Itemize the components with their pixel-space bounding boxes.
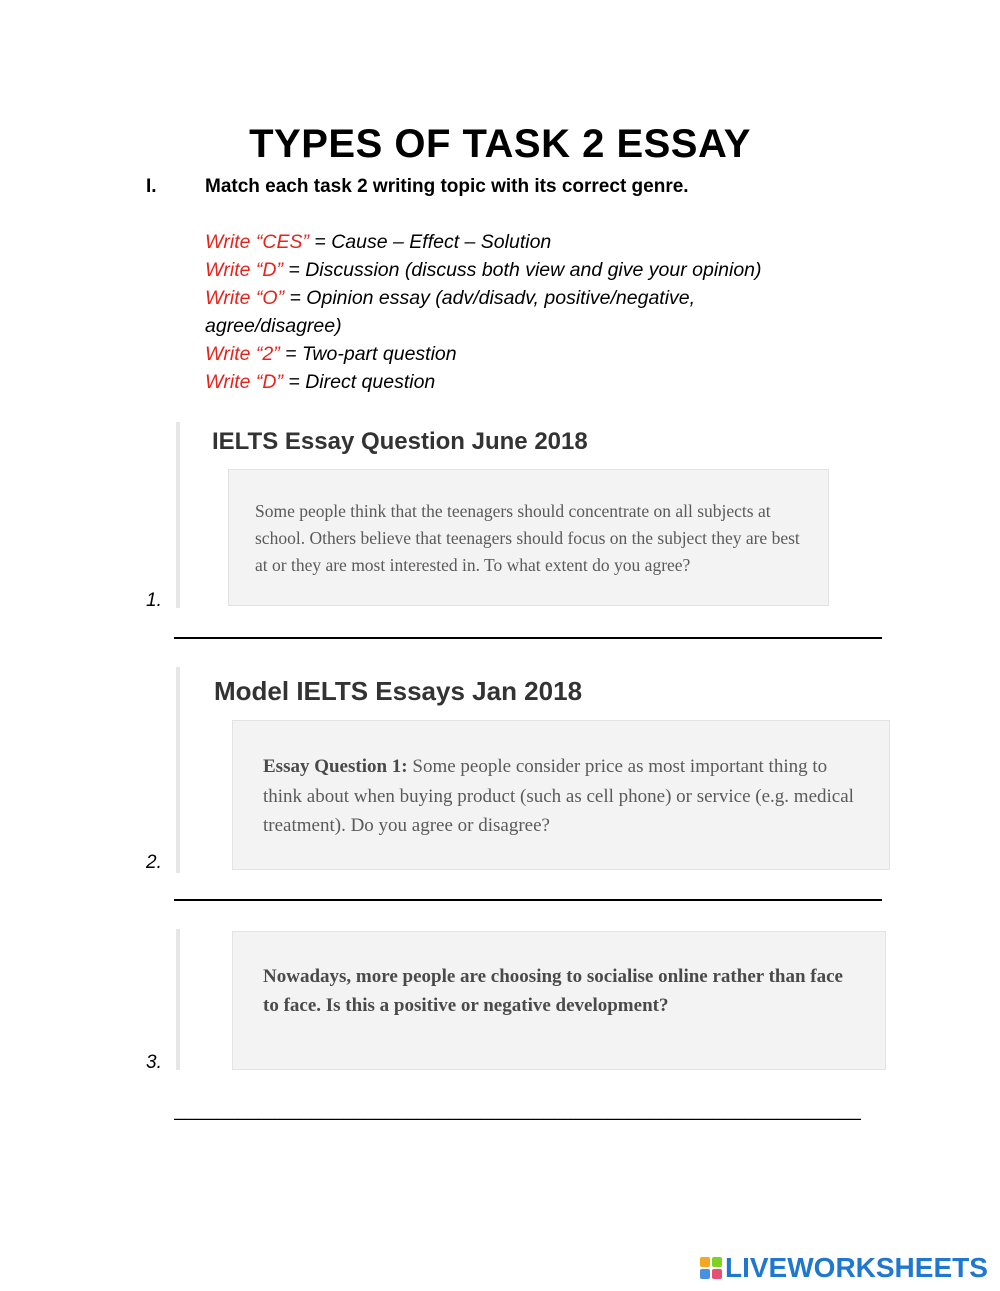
item-2-number: 2. xyxy=(146,852,162,873)
item-2-question-label: Essay Question 1: xyxy=(263,756,408,777)
item-1-number: 1. xyxy=(146,590,162,611)
item-1-heading: IELTS Essay Question June 2018 xyxy=(212,428,588,455)
item-2-question: Some people consider price as most important thing to think about when buying product (such as cell phone) or service (e.g. medical treatment). Do you agree or disagree? xyxy=(263,756,854,836)
item-1-question: Some people think that the teenagers should concentrate on all subjects at school. Others believe that teenagers should focus on the subject they are best at or they are most interested in. To what extent do you agree? xyxy=(255,501,800,575)
quote-bar xyxy=(176,929,180,1070)
legend-item: Write “O” = Opinion essay (adv/disadv, positive/negative, agree/disagree) xyxy=(205,287,696,337)
legend-item: Write “D” = Direct question xyxy=(205,371,436,393)
section-instruction: Match each task 2 writing topic with its correct genre. xyxy=(205,176,689,197)
item-2-heading: Model IELTS Essays Jan 2018 xyxy=(214,676,583,706)
item-2-question-box xyxy=(232,720,890,870)
quote-bar xyxy=(176,667,180,873)
brand-name: LIVEWORKSHEETS xyxy=(725,1252,988,1283)
logo-tiles-icon xyxy=(700,1257,722,1279)
item-3-question: Nowadays, more people are choosing to socialise online rather than face to face. Is this a positive or negative development? xyxy=(263,966,843,1016)
answer-line-3[interactable]: _________________________________________________________________ xyxy=(174,1100,861,1121)
liveworksheets-logo xyxy=(700,1252,988,1284)
answer-line-2[interactable] xyxy=(174,899,882,901)
genre-legend xyxy=(205,228,825,396)
legend-item: Write “CES” = Cause – Effect – Solution xyxy=(205,231,552,253)
section-number: I. xyxy=(146,176,157,197)
answer-line-1[interactable] xyxy=(174,637,882,639)
item-3-number: 3. xyxy=(146,1052,162,1073)
item-3-question-box xyxy=(232,931,886,1070)
legend-item: Write “2” = Two-part question xyxy=(205,343,457,365)
legend-item: Write “D” = Discussion (discuss both view and give your opinion) xyxy=(205,259,762,281)
quote-bar xyxy=(176,422,180,608)
worksheet-title: TYPES OF TASK 2 ESSAY xyxy=(249,122,751,166)
item-1-question-box xyxy=(228,469,829,606)
